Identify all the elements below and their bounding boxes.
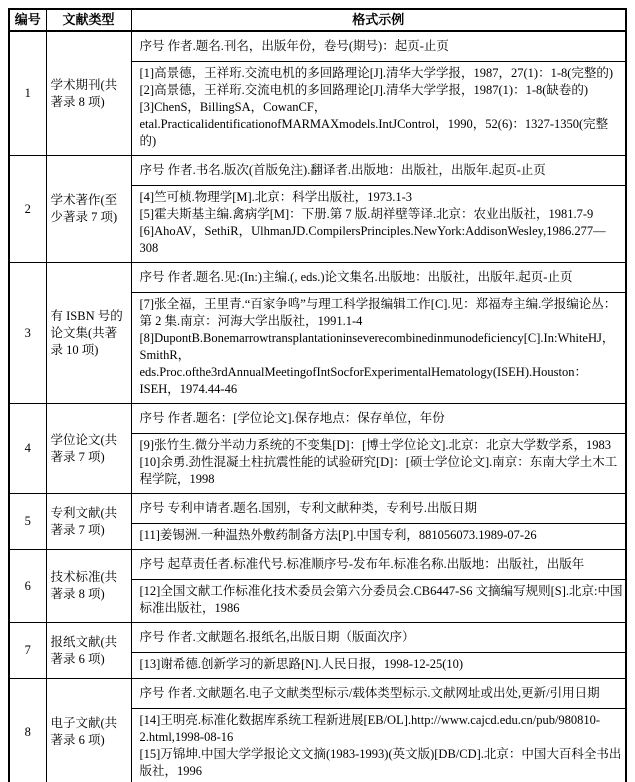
citation-examples bbox=[131, 186, 626, 263]
citation-example-entry: [7]张全福，王里青.“百家争鸣”与理工科学报编辑工作[C].见：郑福寿主编.学报编论丛：第 2 集.南京：河海大学出版社，1991.1-4 bbox=[139, 297, 617, 328]
citation-example-entry: [13]谢希德.创新学习的新思路[N].人民日报，1998-12-25(10) bbox=[139, 657, 464, 671]
citation-format-spec: 序号 起草责任者.标准代号.标准顺序号-发布年.标准名称.出版地：出版社，出版年 bbox=[131, 550, 626, 580]
citation-examples bbox=[131, 653, 626, 679]
table-row-spec bbox=[9, 31, 626, 62]
literature-type-label: 技术标准(共著录 8 项) bbox=[46, 550, 131, 623]
literature-type-label: 有 ISBN 号的论文集(共著录 10 项) bbox=[46, 263, 131, 404]
table-row-spec bbox=[9, 404, 626, 434]
citation-example-entry: [11]姜锡洲.一种温热外敷药制备方法[P].中国专利，881056073.1989-07-26 bbox=[139, 528, 537, 542]
column-header-number: 编号 bbox=[9, 9, 46, 31]
table-row-spec bbox=[9, 679, 626, 709]
row-number: 3 bbox=[9, 263, 46, 404]
row-number: 1 bbox=[9, 31, 46, 156]
literature-type-label: 学位论文(共著录 7 项) bbox=[46, 404, 131, 494]
citation-format-spec: 序号 专利申请者.题名.国别，专利文献种类，专利号.出版日期 bbox=[131, 494, 626, 524]
citation-examples bbox=[131, 62, 626, 156]
citation-example-entry: [15]万锦坤.中国大学学报论文文摘(1983-1993)(英文版)[DB/CD].北京：中国大百科全书出版社，1996 bbox=[139, 747, 622, 778]
citation-format-spec: 序号 作者.书名.版次(首版免注).翻译者.出版地：出版社，出版年.起页-止页 bbox=[131, 156, 626, 186]
citation-examples bbox=[131, 524, 626, 550]
citation-example-entry: [3]ChenS，BillingSA，CowanCF，etal.PracticalidentificationofMARMAXmodels.IntJControl，1990，52(6)：1327-1350(完整的) bbox=[139, 100, 609, 148]
column-header-format-example: 格式示例 bbox=[131, 9, 626, 31]
table-row-spec bbox=[9, 623, 626, 653]
citation-examples bbox=[131, 580, 626, 623]
row-number: 6 bbox=[9, 550, 46, 623]
citation-example-entry: [4]竺可桢.物理学[M].北京：科学出版社，1973.1-3 bbox=[139, 190, 413, 204]
row-number: 5 bbox=[9, 494, 46, 550]
table-row-spec bbox=[9, 263, 626, 293]
literature-type-label: 学术期刊(共著录 8 项) bbox=[46, 31, 131, 156]
citation-example-entry: [6]AhoAV，SethiR，UlhmanJD.CompilersPrinciples.NewYork:AddisonWesley,1986.277—308 bbox=[139, 224, 606, 255]
citation-example-entry: [8]DupontB.Bonemarrowtransplantationinseverecombinedinmunodeficiency[C].In:WhiteHJ，SmithR，eds.Proc.ofthe3rdAnnualMeetingofIntSocforExperimentalHematology(ISEH).Houston：ISEH，1974.44-46 bbox=[139, 331, 615, 396]
citation-example-entry: [2]高景德，王祥珩.交流电机的多回路理论[J].清华大学学报，1987(1)：1-8(缺卷的) bbox=[139, 83, 589, 97]
citation-format-spec: 序号 作者.题名.见:(In:)主编.(, eds.)论文集名.出版地：出版社，出版年.起页-止页 bbox=[131, 263, 626, 293]
reference-format-table bbox=[8, 8, 627, 782]
table-row-spec bbox=[9, 494, 626, 524]
literature-type-label: 专利文献(共著录 7 项) bbox=[46, 494, 131, 550]
table-row-spec bbox=[9, 550, 626, 580]
literature-type-label: 学术著作(至少著录 7 项) bbox=[46, 156, 131, 263]
citation-example-entry: [1]高景德，王祥珩.交流电机的多回路理论[J].清华大学学报，1987，27(1)：1-8(完整的) bbox=[139, 66, 614, 80]
citation-format-spec: 序号 作者.题名.刊名，出版年份，卷号(期号)：起页-止页 bbox=[131, 31, 626, 62]
citation-example-entry: [5]霍夫斯基主编.禽病学[M]：下册.第 7 版.胡祥壁等译.北京：农业出版社，1981.7-9 bbox=[139, 207, 594, 221]
citation-format-spec: 序号 作者.文献题名.电子文献类型标示/载体类型标示.文献网址或出处,更新/引用日期 bbox=[131, 679, 626, 709]
row-number: 2 bbox=[9, 156, 46, 263]
citation-examples bbox=[131, 293, 626, 404]
table-row-spec bbox=[9, 156, 626, 186]
citation-examples bbox=[131, 434, 626, 494]
row-number: 7 bbox=[9, 623, 46, 679]
row-number: 4 bbox=[9, 404, 46, 494]
citation-examples bbox=[131, 709, 626, 782]
citation-example-entry: [12]全国文献工作标准化技术委员会第六分委员会.CB6447-S6 文摘编写规则[S].北京:中国标准出版社，1986 bbox=[139, 584, 623, 615]
column-header-literature-type: 文献类型 bbox=[46, 9, 131, 31]
citation-example-entry: [14]王明亮.标准化数据库系统工程新进展[EB/OL].http://www.cajcd.edu.cn/pub/980810-2.html,1998-08-16 bbox=[139, 713, 601, 744]
row-number: 8 bbox=[9, 679, 46, 782]
citation-example-entry: [9]张竹生.微分半动力系统的不变集[D]：[博士学位论文].北京：北京大学数学系，1983 bbox=[139, 438, 612, 452]
literature-type-label: 报纸文献(共著录 6 项) bbox=[46, 623, 131, 679]
citation-format-spec: 序号 作者.题名：[学位论文].保存地点：保存单位，年份 bbox=[131, 404, 626, 434]
table-header-row bbox=[9, 9, 626, 31]
citation-example-entry: [10]余勇.劲性混凝土柱抗震性能的试验研究[D]：[硕士学位论文].南京：东南大学土木工程学院，1998 bbox=[139, 455, 618, 486]
table-body bbox=[9, 31, 626, 782]
literature-type-label: 电子文献(共著录 6 项) bbox=[46, 679, 131, 782]
citation-format-spec: 序号 作者.文献题名.报纸名,出版日期（版面次序） bbox=[131, 623, 626, 653]
